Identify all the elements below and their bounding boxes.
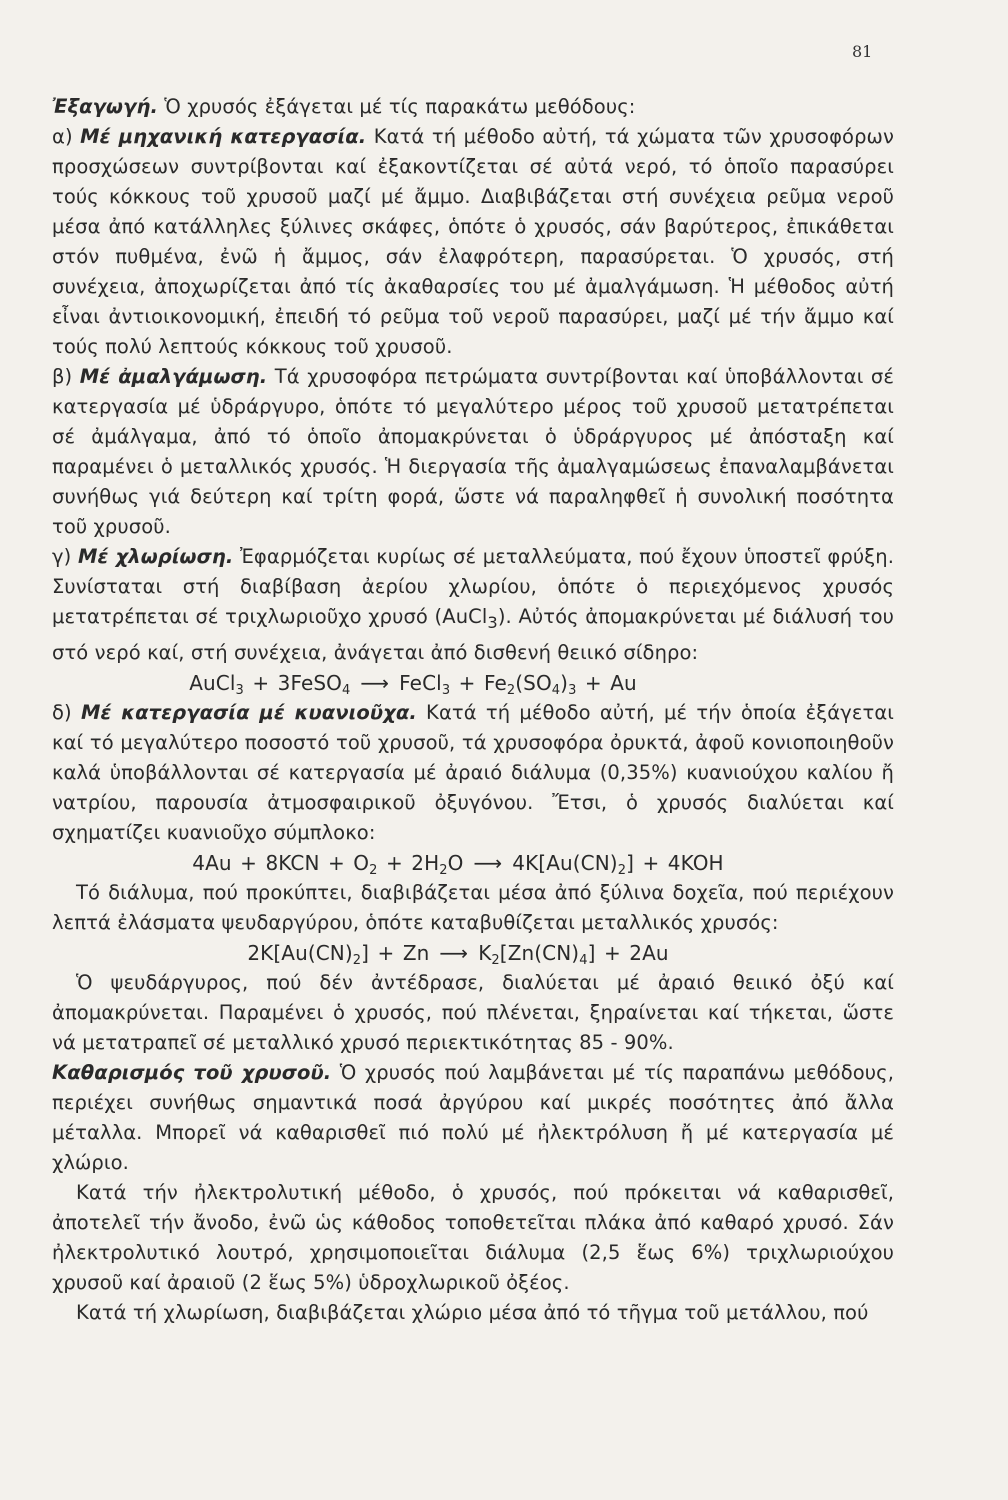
equation-cyanide-complex <box>52 848 894 878</box>
subscript: 3 <box>487 612 498 632</box>
paragraph-amalgamation <box>52 362 894 542</box>
subscript: 2 <box>506 682 516 698</box>
paragraph-extraction-intro <box>52 92 894 122</box>
paragraph-text: Κατά τή χλωρίωση, διαβιβάζεται χλώριο μέσα ἀπό τό τῆγμα τοῦ μετάλλου, πού <box>76 1300 869 1324</box>
paragraph-cyanidation <box>52 698 894 848</box>
method-heading-chlorination: Μέ χλωρίωση. <box>77 545 234 568</box>
equation-term: 2K[Au(CN) <box>247 940 353 965</box>
paragraph-purification <box>52 1058 894 1178</box>
section-heading-extraction: Ἐξαγωγή. <box>52 95 158 118</box>
equation-term: ] + Zn <box>361 940 430 965</box>
reaction-arrow: ⟶ <box>439 940 469 965</box>
equation-term: + 2H <box>377 850 440 875</box>
paragraph-zinc-removal <box>52 968 894 1058</box>
subscript: 2 <box>617 862 627 878</box>
subscript: 4 <box>551 682 561 698</box>
paragraph-chlorination <box>52 542 894 668</box>
subscript: 3 <box>568 682 577 698</box>
subscript: 3 <box>235 682 244 698</box>
list-label: δ) <box>52 700 81 724</box>
method-heading-cyanidation: Μέ κατεργασία μέ κυανιοῦχα. <box>80 700 417 724</box>
equation-term: O <box>447 850 464 875</box>
reaction-arrow: ⟶ <box>473 850 503 875</box>
equation-term: ] + 4KOH <box>626 850 724 875</box>
equation-term: 4K[Au(CN) <box>512 850 618 875</box>
equation-term: [Zn(CN) <box>499 940 580 965</box>
paragraph-text: Τό διάλυμα, πού προκύπτει, διαβιβάζεται μέσα ἀπό ξύλινα δοχεῖα, πού περιέχουν λεπτά ἐλάσματα ψευδαργύρου, ὁπότε καταβυθίζεται μεταλλικός χρυσός: <box>52 880 894 934</box>
subscript: 3 <box>441 682 451 698</box>
equation-term: (SO <box>515 670 552 695</box>
paragraph-chlorination-purification <box>52 1298 894 1328</box>
paragraph-text: Κατά τή μέθοδο αὐτή, μέ τήν ὁποία ἐξάγεται καί τό μεγαλύτερο ποσοστό τοῦ χρυσοῦ, τά χρυσοφόρα ὀρυκτά, ἀφοῦ κονιοποιηθοῦν καλά ὑποβάλλονται σέ κατεργασία μέ ἀραιό διάλυμα (0,35%) κυανιούχου καλίου ἤ νατρίου, παρουσία ἀτμοσφαιρικοῦ ὀξυγόνου. Ἔτσι, ὁ χρυσός διαλύεται καί σχηματίζει κυανιοῦχο σύμπλοκο: <box>52 700 894 844</box>
paragraph-text: Ὁ χρυσός πού λαμβάνεται μέ τίς παραπάνω μεθόδους, περιέχει συνήθως σημαντικά ποσά ἀργύρου καί μικρές ποσότητες ἀπό ἄλλα μέταλλα. Μπορεῖ νά καθαρισθεῖ πιό πολύ μέ ἠλεκτρόλυση ἤ μέ κατεργασία μέ χλώριο. <box>52 1060 894 1174</box>
body-text <box>52 92 894 1328</box>
equation-term: + 3FeSO <box>243 670 343 695</box>
equation-term: + Au <box>576 670 637 695</box>
paragraph-text: Τά χρυσοφόρα πετρώματα συντρίβονται καί ὑποβάλλονται σέ κατεργασία μέ ὑδράργυρο, ὁπότε τό μεγαλύτερο μέρος τοῦ χρυσοῦ μετατρέπεται σέ ἀμάλγαμα, ἀπό τό ὁποῖο ἀπομακρύνεται ὁ ὑδράργυρος μέ ἀπόσταξη καί παραμένει ὁ μεταλλικός χρυσός. Ἡ διεργασία τῆς ἀμαλγαμώσεως ἐπαναλαμβάνεται συνήθως γιά δεύτερη καί τρίτη φορά, ὥστε νά παραληφθεῖ ἡ συνολική ποσότητα τοῦ χρυσοῦ. <box>52 365 894 538</box>
paragraph-mechanical <box>52 122 894 362</box>
subscript: 4 <box>342 682 351 698</box>
method-heading-mechanical: Μέ μηχανική κατεργασία. <box>80 125 367 148</box>
paragraph-zinc-precipitation <box>52 878 894 938</box>
list-label: β) <box>52 365 80 388</box>
subscript: 2 <box>369 862 378 878</box>
subscript: 4 <box>579 952 588 968</box>
list-label: γ) <box>52 545 78 568</box>
equation-term: ] + 2Au <box>587 940 669 965</box>
paragraph-text: Ἐφαρμόζεται κυρίως σέ μεταλλεύματα, πού ἔχουν ὑποστεῖ φρύξη. Συνίσταται στή διαβίβαση ἀερίου χλωρίου, ὁπότε ὁ περιεχόμενος χρυσός μετατρέπεται σέ τριχλωριοῦχο χρυσό (AuCl <box>52 545 894 628</box>
equation-gold-reduction <box>52 668 894 698</box>
section-heading-purification: Καθαρισμός τοῦ χρυσοῦ. <box>52 1060 332 1084</box>
equation-zinc-displacement <box>52 938 894 968</box>
reaction-arrow: ⟶ <box>360 670 390 695</box>
paragraph-electrolysis <box>52 1178 894 1298</box>
paragraph-text: Κατά τήν ἠλεκτρολυτική μέθοδο, ὁ χρυσός, πού πρόκειται νά καθαρισθεῖ, ἀποτελεῖ τήν ἄνοδο, ἐνῶ ὡς κάθοδος τοποθετεῖται πλάκα ἀπό καθαρό χρυσό. Σάν ἠλεκτρολυτικό λουτρό, χρησιμοποιεῖται διάλυμα (2,5 ἕως 6%) τριχλωριούχου χρυσοῦ καί ἀραιοῦ (2 ἕως 5%) ὑδροχλωρικοῦ ὀξέος. <box>52 1180 894 1294</box>
paragraph-text: Κατά τή μέθοδο αὐτή, τά χώματα τῶν χρυσοφόρων προσχώσεων συντρίβονται καί ἐξακοντίζεται σέ αὐτά νερό, τό ὁποῖο παρασύρει τούς κόκκους τοῦ χρυσοῦ μαζί μέ ἄμμο. Διαβιβάζεται στή συνέχεια ρεῦμα νεροῦ μέσα ἀπό κατάλληλες ξύλινες σκάφες, ὁπότε ὁ χρυσός, σάν βαρύτερος, ἐπικάθεται στόν πυθμένα, ἐνῶ ἡ ἄμμος, σάν ἐλαφρότερη, παρασύρεται. Ὁ χρυσός, στή συνέχεια, ἀποχωρίζεται ἀπό τίς ἀκαθαρσίες του μέ ἀμαλγάμωση. Ἡ μέθοδος αὐτή εἶναι ἀντιοικονομική, ἐπειδή τό ρεῦμα τοῦ νεροῦ παρασύρει, μαζί μέ τήν ἄμμο καί τούς πολύ λεπτούς κόκκους τοῦ χρυσοῦ. <box>52 125 894 358</box>
list-label: α) <box>52 125 81 148</box>
equation-term: ) <box>560 670 569 695</box>
equation-term: AuCl <box>189 670 236 695</box>
subscript: 2 <box>352 952 362 968</box>
paragraph-text: Ὁ χρυσός ἐξάγεται μέ τίς παρακάτω μεθόδους: <box>157 95 636 118</box>
paragraph-text: ). Αὐτός ἀπομακρύνεται μέ διάλυσή του στό νερό καί, στή συνέχεια, ἀνάγεται ἀπό δισθενή θειικό σίδηρο: <box>52 605 895 664</box>
equation-term: K <box>478 940 492 965</box>
method-heading-amalgamation: Μέ ἀμαλγάμωση. <box>79 365 268 388</box>
paragraph-text: Ὁ ψευδάργυρος, πού δέν ἀντέδρασε, διαλύεται μέ ἀραιό θειικό ὀξύ καί ἀπομακρύνεται. Παραμένει ὁ χρυσός, πού πλένεται, ξηραίνεται καί τήκεται, ὥστε νά μετατραπεῖ σέ μεταλλικό χρυσό περιεκτικότητας 85 - 90%. <box>52 970 894 1054</box>
equation-term: FeCl <box>399 670 442 695</box>
equation-term: + Fe <box>450 670 507 695</box>
subscript: 2 <box>491 952 500 968</box>
subscript: 2 <box>439 862 448 878</box>
equation-term: 4Au + 8KCN + O <box>192 850 370 875</box>
page-number: 81 <box>852 42 873 61</box>
